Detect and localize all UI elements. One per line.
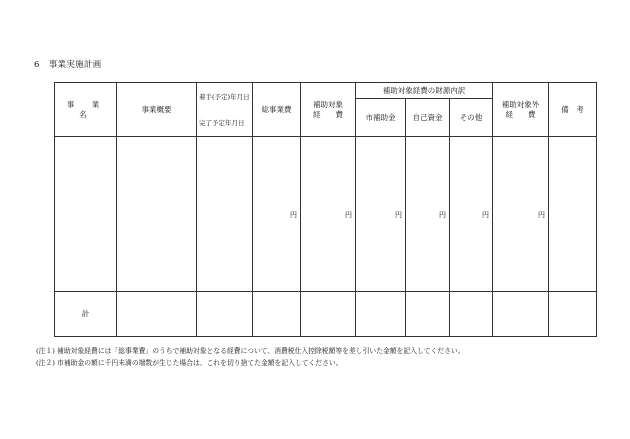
cell-remarks[interactable] [549, 137, 597, 292]
project-plan-table [54, 82, 597, 337]
cell-overview[interactable] [117, 137, 197, 292]
header-end-date: 完了予定年月日 [199, 118, 245, 127]
cell-city-subsidy[interactable]: 円 [356, 137, 406, 292]
total-subsidy-target[interactable] [301, 292, 356, 337]
cell-total-cost[interactable]: 円 [253, 137, 301, 292]
header-own-funds: 自己資金 [406, 99, 450, 137]
header-remarks: 備 考 [549, 83, 597, 137]
header-total-cost: 総事業費 [253, 83, 301, 137]
total-city-subsidy[interactable] [356, 292, 406, 337]
header-row-1 [55, 83, 597, 99]
total-dates[interactable] [197, 292, 253, 337]
header-dates [197, 83, 253, 137]
note-2: (注２) 市補助金の額に千円未満の端数が生じた場合は、これを切り捨てた金額を記入してください。 [36, 359, 343, 367]
header-subsidy-target [301, 83, 356, 137]
cell-project-name[interactable] [55, 137, 117, 292]
header-start-date: 着手(予定)年月日 [199, 92, 250, 101]
section-title: 事業実施計画 [48, 60, 102, 70]
header-non-target-line1: 補助対象外 [501, 100, 540, 110]
cell-other[interactable]: 円 [450, 137, 493, 292]
header-subsidy-target-line1: 補助対象 [313, 100, 343, 110]
total-other[interactable] [450, 292, 493, 337]
section-heading [34, 58, 102, 70]
total-non-target[interactable] [493, 292, 549, 337]
cell-dates[interactable] [197, 137, 253, 292]
header-project-name: 事 業 名 [55, 83, 117, 137]
total-label: 計 [55, 292, 117, 337]
total-own-funds[interactable] [406, 292, 450, 337]
header-subsidy-target-line2: 経 費 [313, 109, 343, 119]
header-other: その他 [450, 99, 493, 137]
header-non-target-line2: 経 費 [505, 109, 536, 119]
header-non-target [493, 83, 549, 137]
header-city-subsidy: 市補助金 [356, 99, 406, 137]
total-overview[interactable] [117, 292, 197, 337]
cell-own-funds[interactable]: 円 [406, 137, 450, 292]
total-remarks[interactable] [549, 292, 597, 337]
section-number: 6 [34, 60, 40, 70]
total-row [55, 292, 597, 337]
cell-non-target[interactable]: 円 [493, 137, 549, 292]
cell-subsidy-target[interactable]: 円 [301, 137, 356, 292]
notes [36, 345, 465, 369]
note-1: (注１) 補助対象経費には「総事業費」のうちで補助対象となる経費について、消費税仕入控除税額等を差し引いた金額を記入してください。 [36, 347, 465, 355]
total-total-cost[interactable] [253, 292, 301, 337]
header-overview: 事業概要 [117, 83, 197, 137]
header-funding-breakdown: 補助対象経費の財源内訳 [356, 83, 493, 99]
table-row [55, 137, 597, 292]
